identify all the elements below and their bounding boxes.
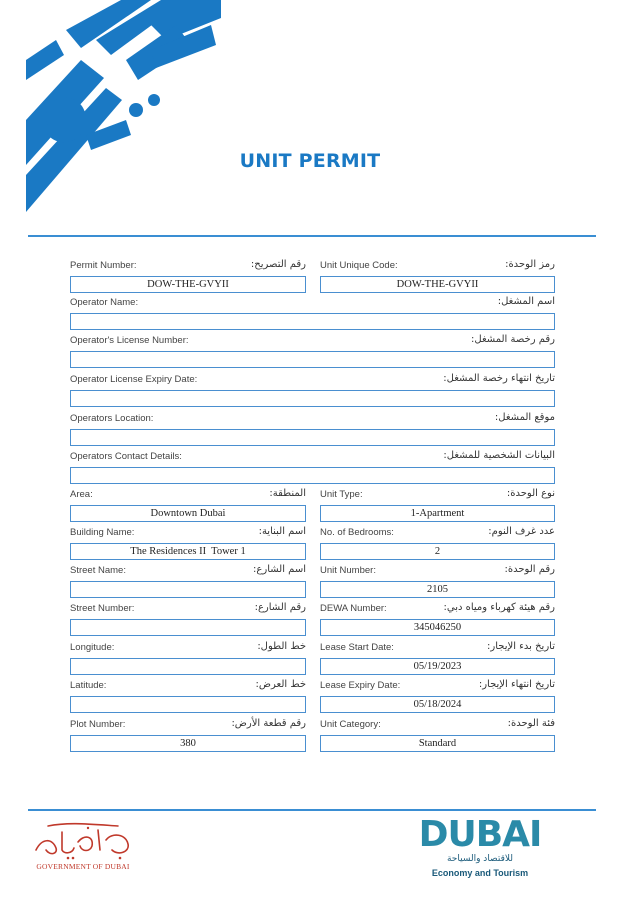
permit-number-value: DOW-THE-GVYII	[70, 276, 306, 293]
operators-location-label: Operators Location:	[70, 413, 154, 424]
unit-category-label: Unit Category:	[320, 719, 381, 730]
building-name-label-ar: اسم البناية:	[258, 526, 306, 537]
longitude-label-ar: خط الطول:	[257, 641, 306, 652]
no-of-bedrooms-label-ar: عدد غرف النوم:	[488, 526, 555, 537]
unit-unique-code-value: DOW-THE-GVYII	[320, 276, 555, 293]
det-logo-arabic-text: للاقتصاد والسياحة	[446, 854, 513, 864]
dubai-wordmark-icon	[420, 812, 540, 852]
document-title: UNIT PERMIT	[239, 150, 381, 172]
street-number-value	[70, 619, 306, 636]
unit-unique-code-label-ar: رمز الوحدة:	[505, 259, 555, 270]
no-of-bedrooms-value: 2	[320, 543, 555, 560]
dewa-number-label: DEWA Number:	[320, 603, 387, 614]
lease-start-date-value: 05/19/2023	[320, 658, 555, 675]
dewa-number-value: 345046250	[320, 619, 555, 636]
longitude-label: Longitude:	[70, 642, 115, 653]
permit-number-label-ar: رقم التصريح:	[250, 259, 306, 270]
operator-name-value	[70, 313, 555, 330]
dubai-economy-tourism-logo	[420, 812, 540, 884]
lease-start-date-label-ar: تاريخ بدء الإيجار:	[487, 641, 555, 652]
operator-license-number-label-ar: رقم رخصة المشغل:	[471, 334, 555, 345]
street-number-label: Street Number:	[70, 603, 135, 614]
footer-divider	[28, 809, 596, 811]
unit-type-label-ar: نوع الوحدة:	[506, 488, 555, 499]
area-label: Area:	[70, 489, 93, 500]
unit-number-label: Unit Number:	[320, 565, 376, 576]
latitude-label: Latitude:	[70, 680, 107, 691]
operator-license-number-value	[70, 351, 555, 368]
dubai-brand-logo	[26, 0, 221, 215]
government-of-dubai-logo	[28, 820, 138, 875]
longitude-value	[70, 658, 306, 675]
unit-category-value: Standard	[320, 735, 555, 752]
no-of-bedrooms-label: No. of Bedrooms:	[320, 527, 394, 538]
unit-number-value: 2105	[320, 581, 555, 598]
area-value: Downtown Dubai	[70, 505, 306, 522]
lease-expiry-date-label-ar: تاريخ انتهاء الإيجار:	[478, 679, 555, 690]
unit-number-label-ar: رقم الوحدة:	[504, 564, 555, 575]
unit-type-value: 1-Apartment	[320, 505, 555, 522]
lease-expiry-date-value: 05/18/2024	[320, 696, 555, 713]
operator-license-number-label: Operator's License Number:	[70, 335, 189, 346]
operators-contact-label: Operators Contact Details:	[70, 451, 182, 462]
lease-start-date-label: Lease Start Date:	[320, 642, 394, 653]
lease-expiry-date-label: Lease Expiry Date:	[320, 680, 401, 691]
plot-number-value: 380	[70, 735, 306, 752]
operator-name-label-ar: اسم المشغل:	[497, 296, 555, 307]
operators-location-value	[70, 429, 555, 446]
latitude-value	[70, 696, 306, 713]
operator-license-expiry-value	[70, 390, 555, 407]
operator-name-label: Operator Name:	[70, 297, 139, 308]
operators-contact-label-ar: البيانات الشخصية للمشغل:	[443, 450, 555, 461]
det-logo-english-text: Economy and Tourism	[431, 868, 529, 878]
building-name-label: Building Name:	[70, 527, 135, 538]
street-name-value	[70, 581, 306, 598]
government-calligraphy-icon	[28, 820, 138, 862]
plot-number-label: Plot Number:	[70, 719, 126, 730]
street-name-label-ar: اسم الشارع:	[253, 564, 306, 575]
operator-license-expiry-label-ar: تاريخ انتهاء رخصة المشغل:	[443, 373, 555, 384]
government-logo-text: GOVERNMENT OF DUBAI	[36, 862, 130, 871]
operators-contact-value	[70, 467, 555, 484]
unit-unique-code-label: Unit Unique Code:	[320, 260, 398, 271]
street-name-label: Street Name:	[70, 565, 126, 576]
operators-location-label-ar: موقع المشغل:	[494, 412, 555, 423]
plot-number-label-ar: رقم قطعة الأرض:	[231, 718, 306, 729]
latitude-label-ar: خط العرض:	[255, 679, 306, 690]
header-divider	[28, 235, 596, 237]
dubai-wordmark-text: DUBAI	[420, 814, 540, 852]
building-name-value: The Residences II Tower 1	[70, 543, 306, 560]
area-label-ar: المنطقة:	[269, 488, 306, 499]
unit-type-label: Unit Type:	[320, 489, 363, 500]
dewa-number-label-ar: رقم هيئة كهرباء ومياه دبي:	[443, 602, 555, 613]
permit-number-label: Permit Number:	[70, 260, 137, 271]
street-number-label-ar: رقم الشارع:	[254, 602, 306, 613]
operator-license-expiry-label: Operator License Expiry Date:	[70, 374, 198, 385]
unit-category-label-ar: فئة الوحدة:	[507, 718, 555, 729]
